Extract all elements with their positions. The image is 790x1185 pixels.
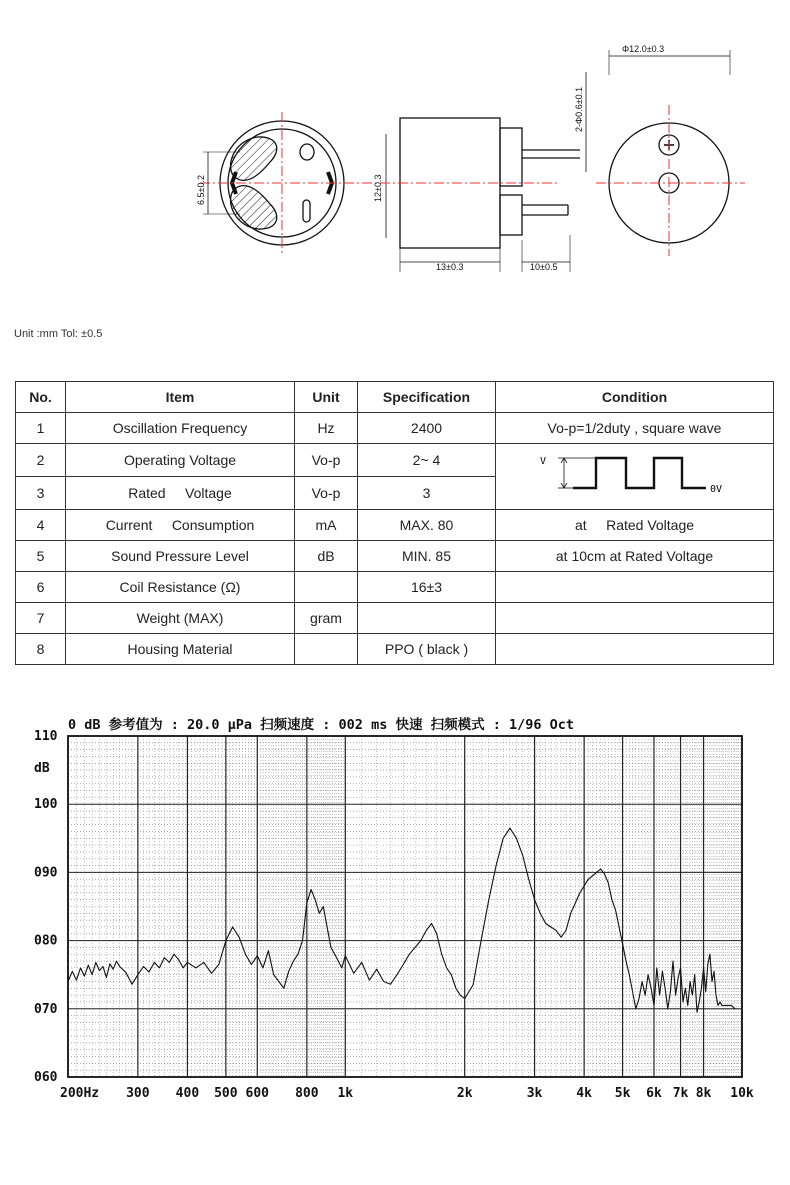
wave-label-0v: 0V: [710, 484, 723, 495]
cell-no: 1: [16, 413, 66, 444]
cell-condition: [496, 603, 774, 634]
cell-no: 7: [16, 603, 66, 634]
cell-item: Weight (MAX): [66, 603, 295, 634]
dim-height: 12±0.3: [373, 174, 383, 202]
table-row: [16, 603, 774, 634]
unit-tolerance-note: Unit :mm Tol: ±0.5: [14, 328, 103, 340]
x-tick-label: 2k: [456, 1086, 473, 1101]
frequency-response-chart: [0, 700, 790, 1185]
cell-no: 2: [16, 444, 66, 477]
cell-condition-waveform: [496, 444, 774, 510]
x-tick-label: 7k: [672, 1086, 689, 1101]
y-tick-labels: [34, 729, 58, 1085]
x-tick-label: 6k: [646, 1086, 662, 1101]
cell-condition: at Rated Voltage: [496, 510, 774, 541]
cell-no: 8: [16, 634, 66, 665]
chart-grid: [68, 736, 742, 1077]
cell-spec: 2400: [358, 413, 496, 444]
x-tick-label: 3k: [526, 1086, 543, 1101]
cell-no: 3: [16, 477, 66, 510]
chart-ylabel: dB: [34, 761, 50, 776]
cell-item: Current Consumption: [66, 510, 295, 541]
cell-item: Rated Voltage: [66, 477, 295, 510]
cell-spec: MAX. 80: [358, 510, 496, 541]
x-tick-label: 8k: [695, 1086, 712, 1101]
table-row: [16, 413, 774, 444]
y-tick-label: 080: [34, 933, 58, 949]
wave-label-v: V: [540, 456, 547, 467]
table-row: [16, 634, 774, 665]
x-tick-label: 4k: [576, 1086, 592, 1101]
cell-unit: gram: [295, 603, 358, 634]
dim-pin-diameter: 2-Φ0.6±0.1: [574, 86, 584, 132]
header-item: Item: [66, 382, 295, 413]
cell-item: Oscillation Frequency: [66, 413, 295, 444]
x-tick-label: 200Hz: [60, 1086, 100, 1101]
cell-unit: dB: [295, 541, 358, 572]
table-row: [16, 444, 774, 477]
cell-spec: 3: [358, 477, 496, 510]
technical-drawing: [0, 0, 790, 300]
cell-condition: [496, 572, 774, 603]
spec-table: [15, 381, 774, 665]
table-row: [16, 541, 774, 572]
cell-condition: at 10cm at Rated Voltage: [496, 541, 774, 572]
table-header-row: [16, 382, 774, 413]
y-tick-label: 100: [34, 797, 58, 813]
cell-unit: mA: [295, 510, 358, 541]
cell-spec: MIN. 85: [358, 541, 496, 572]
chart-title: 0 dB 参考值为 : 20.0 μPa 扫频速度 : 002 ms 快速 扫频模式 : 1/96 Oct: [68, 717, 574, 733]
cell-spec: 2~ 4: [358, 444, 496, 477]
dim-pin-length: 10±0.5: [530, 262, 558, 272]
y-tick-label: 110: [34, 729, 58, 744]
cell-spec: PPO ( black ): [358, 634, 496, 665]
x-tick-label: 5k: [614, 1086, 631, 1101]
x-tick-label: 500: [214, 1086, 238, 1101]
cell-condition: [496, 634, 774, 665]
dim-diameter: Φ12.0±0.3: [622, 44, 665, 54]
dim-body-length: 13±0.3: [436, 262, 464, 272]
dim-pin-spacing: 6.5±0.2: [196, 175, 206, 205]
cell-spec: 16±3: [358, 572, 496, 603]
x-tick-label: 400: [175, 1086, 200, 1101]
x-tick-label: 10k: [730, 1086, 754, 1101]
cell-no: 5: [16, 541, 66, 572]
cell-item: Sound Pressure Level: [66, 541, 295, 572]
cell-unit: Hz: [295, 413, 358, 444]
x-tick-label: 600: [245, 1086, 270, 1101]
cell-spec: [358, 603, 496, 634]
y-tick-label: 060: [34, 1070, 58, 1085]
side-view: [362, 72, 586, 272]
table-row: [16, 572, 774, 603]
cell-item: Operating Voltage: [66, 444, 295, 477]
table-row: [16, 510, 774, 541]
top-view: [596, 50, 745, 256]
x-tick-labels: [60, 1086, 754, 1101]
x-tick-label: 1k: [337, 1086, 354, 1101]
header-no: No.: [16, 382, 66, 413]
cell-unit: [295, 634, 358, 665]
square-wave-diagram: [496, 444, 773, 506]
header-specification: Specification: [358, 382, 496, 413]
cell-item: Housing Material: [66, 634, 295, 665]
y-tick-label: 070: [34, 1001, 58, 1017]
cell-item: Coil Resistance (Ω): [66, 572, 295, 603]
x-tick-label: 800: [295, 1086, 319, 1101]
header-condition: Condition: [496, 382, 774, 413]
header-unit: Unit: [295, 382, 358, 413]
cell-no: 4: [16, 510, 66, 541]
cell-unit: Vo-p: [295, 477, 358, 510]
cell-condition: Vo-p=1/2duty , square wave: [496, 413, 774, 444]
cell-no: 6: [16, 572, 66, 603]
cell-unit: Vo-p: [295, 444, 358, 477]
y-tick-label: 090: [34, 865, 58, 881]
x-tick-label: 300: [126, 1086, 150, 1101]
bottom-view: [200, 112, 362, 255]
cell-unit: [295, 572, 358, 603]
